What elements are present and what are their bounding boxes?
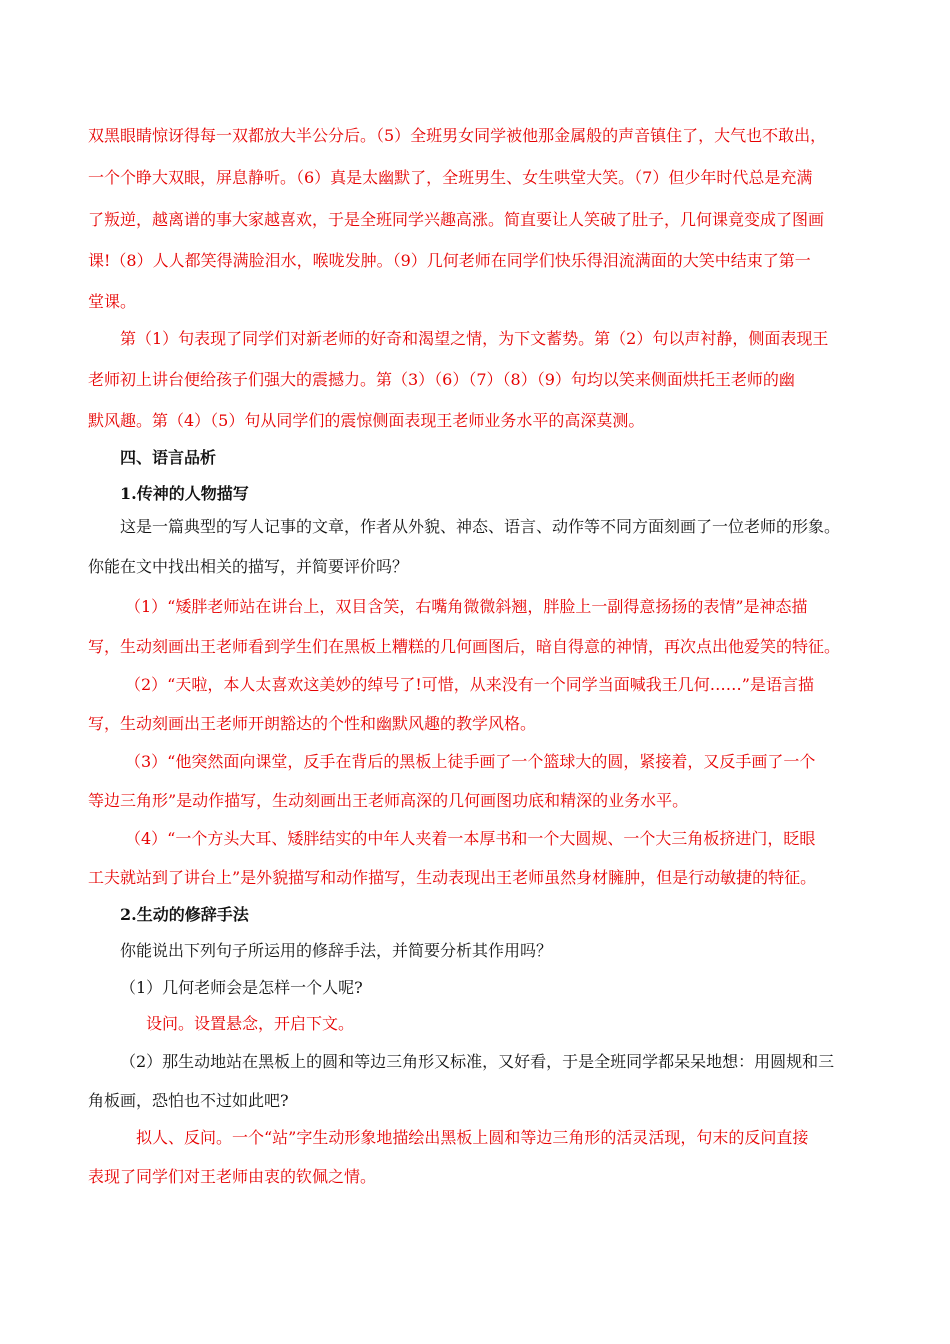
analysis-text-line: 第（1）句表现了同学们对新老师的好奇和渴望之情，为下文蓄势。第（2）句以声衬静，侧面表现王: [120, 329, 829, 348]
question-text-line: （2）那生动地站在黑板上的圆和等边三角形又标准，又好看，于是全班同学都呆呆地想：用圆规和三: [120, 1052, 835, 1071]
question-text-line: 你能在文中找出相关的描写，并简要评价吗？: [88, 557, 409, 576]
body-text-line: 双黑眼睛惊讶得每一双都放大半公分后。（5）全班男女同学被他那金属般的声音镇住了，大气也不敢出，: [88, 126, 827, 145]
answer-text-line: 表现了同学们对王老师由衷的钦佩之情。: [88, 1167, 377, 1186]
subsection-heading: 2.生动的修辞手法: [120, 905, 249, 924]
answer-text-line: 等边三角形”是动作描写，生动刻画出王老师高深的几何画图功底和精深的业务水平。: [88, 791, 689, 810]
body-text-line: 堂课。: [88, 292, 137, 311]
answer-text-line: （2）“天啦，本人太喜欢这美妙的绰号了!可惜，从来没有一个同学当面喊我王几何……”是语言描: [125, 675, 814, 694]
section-heading: 四、语言品析: [120, 448, 217, 467]
body-text-line: 课!（8）人人都笑得满脸泪水，喉咙发肿。（9）几何老师在同学们快乐得泪流满面的大笑中结束了第一: [88, 251, 811, 270]
question-text-line: （1）几何老师会是怎样一个人呢?: [120, 978, 363, 997]
answer-text-line: 拟人、反问。一个“站”字生动形象地描绘出黑板上圆和等边三角形的活灵活现，句末的反问直接: [136, 1128, 809, 1147]
answer-text-line: 设问。设置悬念，开启下文。: [146, 1014, 355, 1033]
body-text-line: 了叛逆，越离谱的事大家越喜欢，于是全班同学兴趣高涨。简直要让人笑破了肚子，几何课竟变成了图画: [88, 210, 825, 229]
answer-text-line: 写，生动刻画出王老师开朗豁达的个性和幽默风趣的教学风格。: [88, 714, 537, 733]
question-text-line: 你能说出下列句子所运用的修辞手法，并简要分析其作用吗？: [120, 941, 553, 960]
question-text-line: 角板画，恐怕也不过如此吧?: [88, 1091, 289, 1110]
answer-text-line: 写，生动刻画出王老师看到学生们在黑板上糟糕的几何画图后，暗自得意的神情，再次点出他爱笑的特征。: [88, 637, 841, 656]
analysis-text-line: 默风趣。第（4）（5）句从同学们的震惊侧面表现王老师业务水平的高深莫测。: [88, 411, 645, 430]
answer-text-line: 工夫就站到了讲台上”是外貌描写和动作描写，生动表现出王老师虽然身材臃肿，但是行动敏捷的特征。: [88, 868, 817, 887]
answer-text-line: （3）“他突然面向课堂，反手在背后的黑板上徒手画了一个篮球大的圆，紧接着，又反手画了一个: [125, 752, 816, 771]
answer-text-line: （1）“矮胖老师站在讲台上，双目含笑，右嘴角微微斜翘，胖脸上一副得意扬扬的表情”是神态描: [125, 597, 808, 616]
answer-text-line: （4）“一个方头大耳、矮胖结实的中年人夹着一本厚书和一个大圆规、一个大三角板挤进门，眨眼: [125, 829, 816, 848]
analysis-text-line: 老师初上讲台便给孩子们强大的震撼力。第（3）（6）（7）（8）（9）句均以笑来侧面烘托王老师的幽: [88, 370, 795, 389]
subsection-heading: 1.传神的人物描写: [120, 484, 249, 503]
body-text-line: 一个个睁大双眼，屏息静听。（6）真是太幽默了，全班男生、女生哄堂大笑。（7）但少年时代总是充满: [88, 168, 813, 187]
question-text-line: 这是一篇典型的写人记事的文章，作者从外貌、神态、语言、动作等不同方面刻画了一位老师的形象。: [120, 517, 841, 536]
